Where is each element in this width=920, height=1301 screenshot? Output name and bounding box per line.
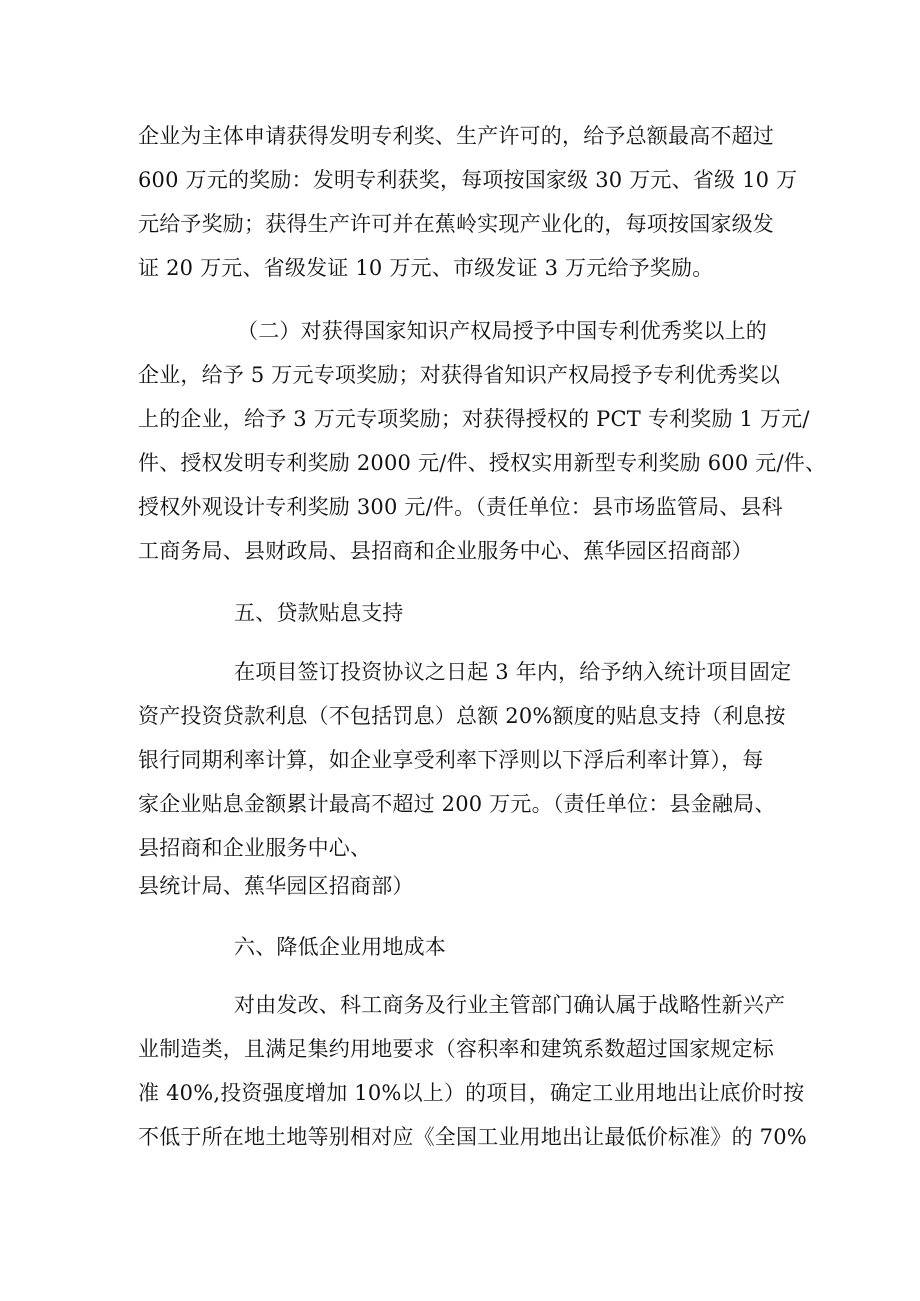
paragraph-line: 授权外观设计专利奖励 300 元/件。（责任单位：县市场监管局、县科 [138,495,783,519]
paragraph-line: 不低于所在地土地等别相对应《全国工业用地出让最低价标准》的 70% [138,1125,807,1149]
paragraph-line: 件、授权发明专利奖励 2000 元/件、授权实用新型专利奖励 600 元/件、 [138,451,827,475]
paragraph-line: 企业为主体申请获得发明专利奖、生产许可的，给予总额最高不超过 [138,124,774,148]
section-heading: 五、贷款贴息支持 [234,601,404,625]
paragraph-line: 县统计局、蕉华园区招商部） [138,874,414,898]
paragraph-line: 元给予奖励；获得生产许可并在蕉岭实现产业化的，每项按国家级发 [138,212,774,236]
paragraph-line: 对由发改、科工商务及行业主管部门确认属于战略性新兴产 [234,993,786,1017]
paragraph-line: 县招商和企业服务中心、 [138,836,372,860]
paragraph-line: 家企业贴息金额累计最高不超过 200 万元。（责任单位：县金融局、 [138,792,776,816]
paragraph-line: 证 20 万元、省级发证 10 万元、市级发证 3 万元给予奖励。 [138,256,714,280]
paragraph-line: 资产投资贷款利息（不包括罚息）总额 20%额度的贴息支持（利息按 [138,704,786,728]
section-heading: 六、降低企业用地成本 [234,935,446,959]
paragraph-line: 准 40%,投资强度增加 10%以上）的项目，确定工业用地出让底价时按 [138,1081,805,1105]
paragraph-line: （二）对获得国家知识产权局授予中国专利优秀奖以上的 [237,319,767,343]
paragraph-line: 上的企业，给予 3 万元专项奖励；对获得授权的 PCT 专利奖励 1 万元/ [138,407,810,431]
paragraph-line: 在项目签订投资协议之日起 3 年内，给予纳入统计项目固定 [234,660,792,684]
paragraph-line: 业制造类，且满足集约用地要求（容积率和建筑系数超过国家规定标 [138,1037,774,1061]
paragraph-line: 企业，给予 5 万元专项奖励；对获得省知识产权局授予专利优秀奖以 [138,363,781,387]
paragraph-line: 工商务局、县财政局、县招商和企业服务中心、蕉华园区招商部） [138,539,753,563]
paragraph-line: 银行同期利率计算，如企业享受利率下浮则以下浮后利率计算），每 [138,748,764,772]
paragraph-line: 600 万元的奖励：发明专利获奖，每项按国家级 30 万元、省级 10 万 [138,168,798,192]
